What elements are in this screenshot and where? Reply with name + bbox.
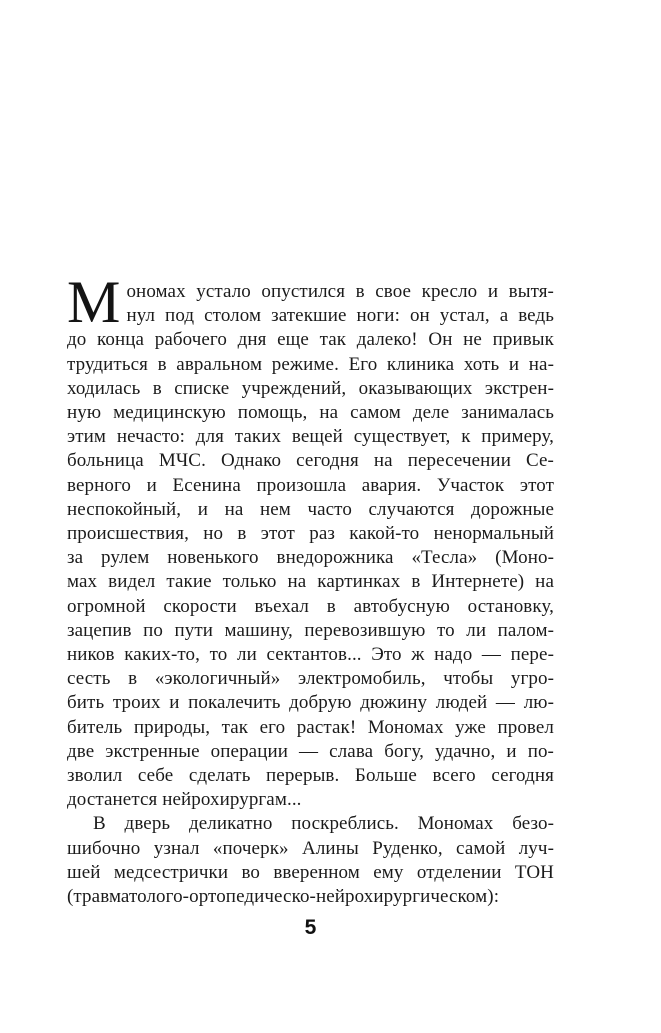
text-line: (травматолого-ортопедическо-нейрохирургическом): <box>67 886 500 908</box>
text-line: битель природы, так его растак! Мономах уже провел <box>67 716 554 738</box>
text-line: ную медицинскую помощь, на самом деле занималась <box>67 402 554 424</box>
paragraph-1-lines <box>67 269 554 788</box>
text-line: неспокойный, и на нем часто случаются дорожные <box>67 498 554 520</box>
text-line: мах видел такие только на картинках в Интернете) на <box>67 571 554 593</box>
text-line: больница МЧС. Однако сегодня на пересечении Се- <box>67 450 554 472</box>
text-line: В дверь деликатно поскреблись. Мономах безо- <box>93 813 554 835</box>
text-line: две экстренные операции — слава богу, удачно, и по- <box>67 740 554 762</box>
text-line: огромной скорости въехал в автобусную остановку, <box>67 595 554 617</box>
text-line: до конца рабочего дня еще так далеко! Он не привык <box>67 329 554 351</box>
text-line: этим нечасто: для таких вещей существует, к примеру, <box>67 426 554 448</box>
text-line: зволил себе сделать перерыв. Больше всего сегодня <box>67 765 554 787</box>
text-line: ономах устало опустился в свое кресло и вытя- <box>126 281 554 302</box>
text-line: за рулем новенького внедорожника «Тесла» (Моно- <box>67 547 554 569</box>
text-line: зацепив по пути машину, перевозившую то ли палом- <box>67 619 554 641</box>
text-line: шибочно узнал «почерк» Алины Руденко, самой луч- <box>67 837 554 859</box>
text-line: достанется нейрохирургам... <box>67 789 302 811</box>
text-line: трудиться в авральном режиме. Его клиника хоть и на- <box>67 353 554 375</box>
paragraph-1 <box>67 269 554 812</box>
text-line: происшествия, но в этот раз какой-то ненормальный <box>67 523 554 545</box>
text-block <box>67 269 554 909</box>
page-footer <box>67 917 554 939</box>
paragraph-2 <box>67 812 554 909</box>
text-line: ходилась в списке учреждений, оказывающих экстрен- <box>67 377 554 399</box>
drop-cap: М <box>67 269 121 335</box>
paragraph-2-lines <box>67 812 554 885</box>
text-line: сесть в «экологичный» электромобиль, чтобы угро- <box>67 668 554 690</box>
page-number: 5 <box>304 916 317 939</box>
text-line: нул под столом затекшие ноги: он устал, а ведь <box>126 305 554 327</box>
text-line: верного и Есенина произошла авария. Участок этот <box>67 474 554 496</box>
text-line: ников каких-то, то ли сектантов... Это ж надо — пере- <box>67 644 554 666</box>
text-line: бить троих и покалечить добрую дюжину людей — лю- <box>67 692 554 714</box>
text-line: шей медсестрички во вверенном ему отделении ТОН <box>67 861 554 883</box>
